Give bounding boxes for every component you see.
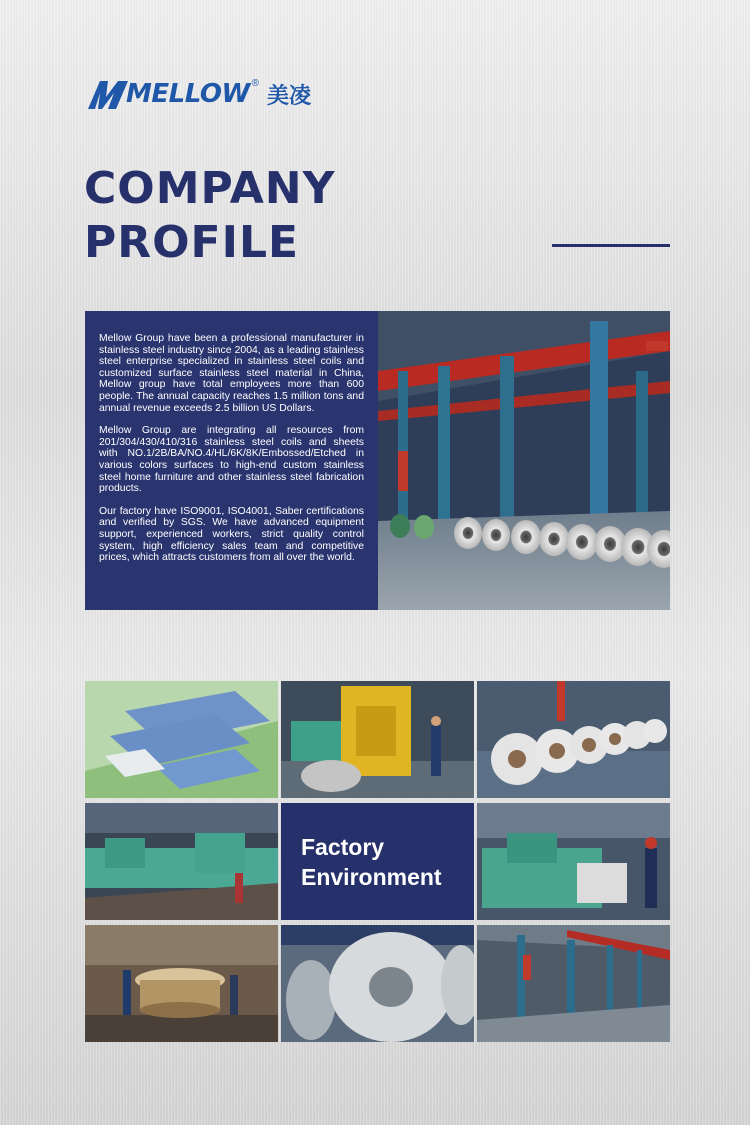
aerial-factory-photo [85,681,278,798]
logo-brand-text: MELLOW [126,79,250,109]
mellow-logo [86,76,311,112]
logo-chinese-text: 美凌 [267,83,312,109]
company-profile-section [85,311,670,610]
profile-paragraph-3: Our factory have ISO9001, ISO4001, Saber certifications and verified by SGS. We have advanced equipment support, experienced workers, strict quality control system, high efficiency sales team and competitive prices, which attracts customers from all over the world. [99,505,364,564]
factory-environment-tile [281,803,474,920]
title-divider [552,244,670,247]
warehouse-illustration [378,311,670,610]
profile-text-panel [85,311,378,610]
profile-paragraph-2: Mellow Group are integrating all resources from 201/304/430/410/316 stainless steel coils and sheets with NO.1/2B/BA/NO.4/HL/6K/8K/Embossed/Etched in various colors surfaces to high-end custom stainless steel home furniture and other stainless steel fabrication products. [99,425,364,495]
production-line-photo [85,803,278,920]
machinery-operator-photo [477,803,670,920]
profile-paragraph-1: Mellow Group have been a professional manufacturer in stainless steel industry since 2004, as a leading stainless steel enterprise specialized in stainless steel coils and customized surface stainless steel material in China, Mellow group have total employees more than 600 people. The annual capacity reaches 1.5 million tons and annual revenue exceeds 2.5 billion US Dollars. [99,333,364,414]
logo-m-mark-icon [86,77,130,111]
factory-photo-grid [85,681,670,1042]
title-line-1: COMPANY [84,163,336,214]
silver-coils-closeup-photo [281,925,474,1042]
environment-label: Environment [301,863,442,890]
title-line-2: PROFILE [84,217,300,268]
polished-stainless-cylinder-photo [85,925,278,1042]
slitting-machine-photo [281,681,474,798]
factory-label: Factory [301,833,385,860]
logo-registered-mark: ® [251,78,259,89]
warehouse-coils-photo [378,311,670,610]
steel-coils-rows-photo [477,681,670,798]
page-title [84,162,335,270]
warehouse-hall-photo [477,925,670,1042]
